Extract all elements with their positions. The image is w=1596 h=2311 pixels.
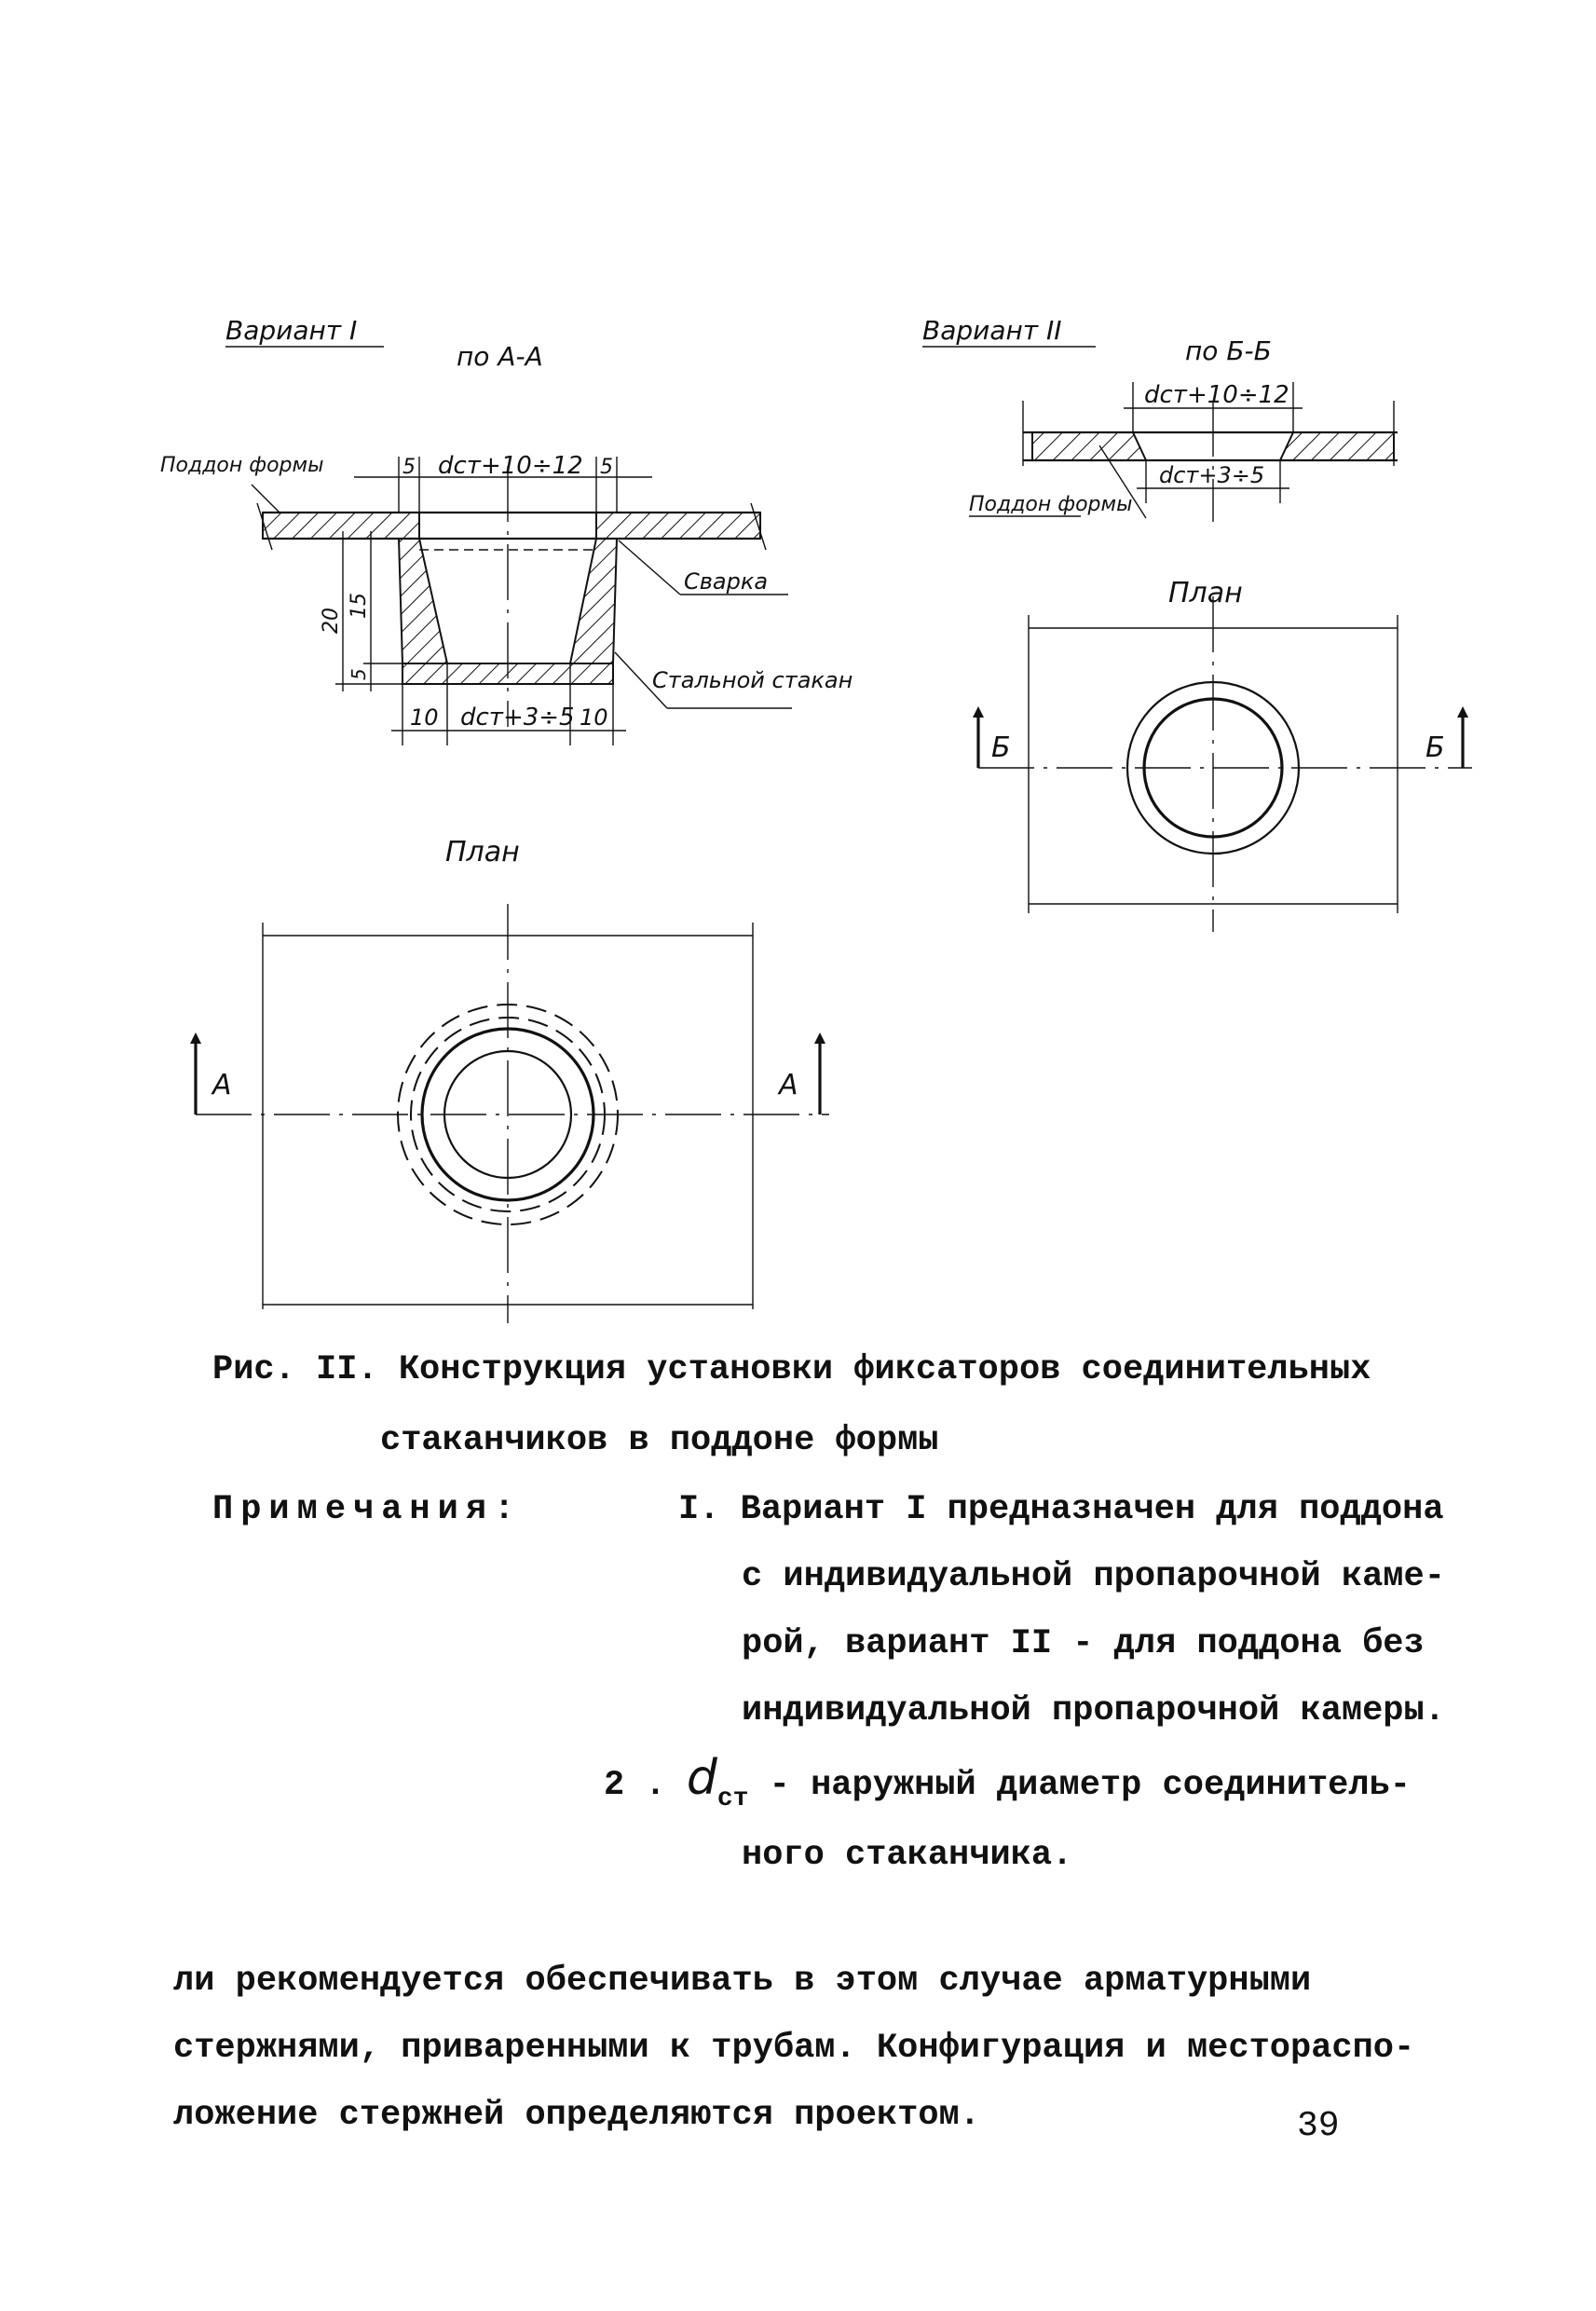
variant1-cup-label: Стальной стакан bbox=[652, 667, 853, 693]
figure-caption bbox=[212, 1334, 1371, 1476]
paragraph-line-1: ли рекомендуется обеспечивать в этом случае арматурными bbox=[173, 1962, 1312, 2001]
note-1-line-3: рой, вариант II - для поддона без bbox=[742, 1624, 1425, 1663]
paragraph-line-3: ложение стержней определяются проектом. bbox=[173, 2096, 980, 2135]
notes-block bbox=[212, 1476, 1445, 1875]
variant1-tray-label: Поддон формы bbox=[160, 454, 324, 477]
variant1-section-label: по А-А bbox=[457, 341, 543, 372]
note-2-text: - наружный диаметр соединитель- bbox=[748, 1766, 1411, 1805]
variant1-dim-side-left: 5 bbox=[402, 456, 416, 479]
variant1-dim-top: dст+10÷12 bbox=[438, 452, 583, 480]
notes-list bbox=[604, 1476, 1445, 1889]
note-2-symbol: d bbox=[686, 1750, 717, 1806]
note-2-subscript: ст bbox=[716, 1785, 749, 1813]
variant1-plan-title: План bbox=[445, 836, 520, 868]
note-2-number: 2 . bbox=[604, 1766, 666, 1805]
variant2-section-label: по Б-Б bbox=[1185, 335, 1272, 366]
notes-heading: Примечания: bbox=[212, 1490, 523, 1529]
variant1-cut-right: А bbox=[779, 1069, 798, 1101]
note-2-line-1 bbox=[604, 1744, 1445, 1822]
variant2-cut-left: Б bbox=[991, 732, 1011, 764]
variant1-section bbox=[160, 315, 853, 745]
variant2-section bbox=[922, 315, 1398, 522]
variant1-dim-height-total: 20 bbox=[320, 608, 343, 634]
variant2-tray-label: Поддон формы bbox=[969, 493, 1133, 516]
variant1-cut-left: А bbox=[212, 1069, 232, 1101]
variant1-dim-height-inner: 15 bbox=[348, 593, 371, 619]
note-1-line-2: с индивидуальной пропарочной каме- bbox=[742, 1557, 1445, 1596]
page-number: 39 bbox=[1297, 2106, 1340, 2146]
body-paragraph bbox=[173, 1948, 1414, 2149]
variant2-plan-title: План bbox=[1168, 577, 1243, 609]
paragraph-line-2: стержнями, приваренными к трубам. Конфигурация и местораспо- bbox=[173, 2029, 1415, 2068]
caption-line-2: стаканчиков в поддоне формы bbox=[380, 1421, 939, 1460]
note-1-line-1: I. Вариант I предназначен для поддона bbox=[678, 1490, 1444, 1529]
caption-line-1: Рис. II. Конструкция установки фиксаторов соединительных bbox=[212, 1350, 1371, 1389]
variant1-dim-side-right: 5 bbox=[600, 456, 613, 479]
variant1-weld-label: Сварка bbox=[684, 568, 769, 595]
variant2-dim-top: dст+10÷12 bbox=[1144, 381, 1289, 409]
variant2-title: Вариант II bbox=[922, 315, 1062, 346]
variant2-cut-right: Б bbox=[1425, 732, 1445, 764]
variant1-dim-base-left: 10 bbox=[410, 704, 439, 731]
variant1-dim-base-right: 10 bbox=[580, 704, 608, 731]
variant2-dim-bottom: dст+3÷5 bbox=[1159, 462, 1265, 488]
note-2-line-2: ного стаканчика. bbox=[742, 1836, 1073, 1875]
note-1-line-4: индивидуальной пропарочной камеры. bbox=[742, 1691, 1445, 1730]
variant1-plan bbox=[190, 836, 829, 1323]
variant1-dim-height-bottom: 5 bbox=[348, 668, 370, 680]
variant1-dim-bottom: dст+3÷5 bbox=[460, 704, 575, 732]
variant2-plan bbox=[973, 577, 1472, 932]
variant1-title: Вариант I bbox=[225, 315, 358, 346]
